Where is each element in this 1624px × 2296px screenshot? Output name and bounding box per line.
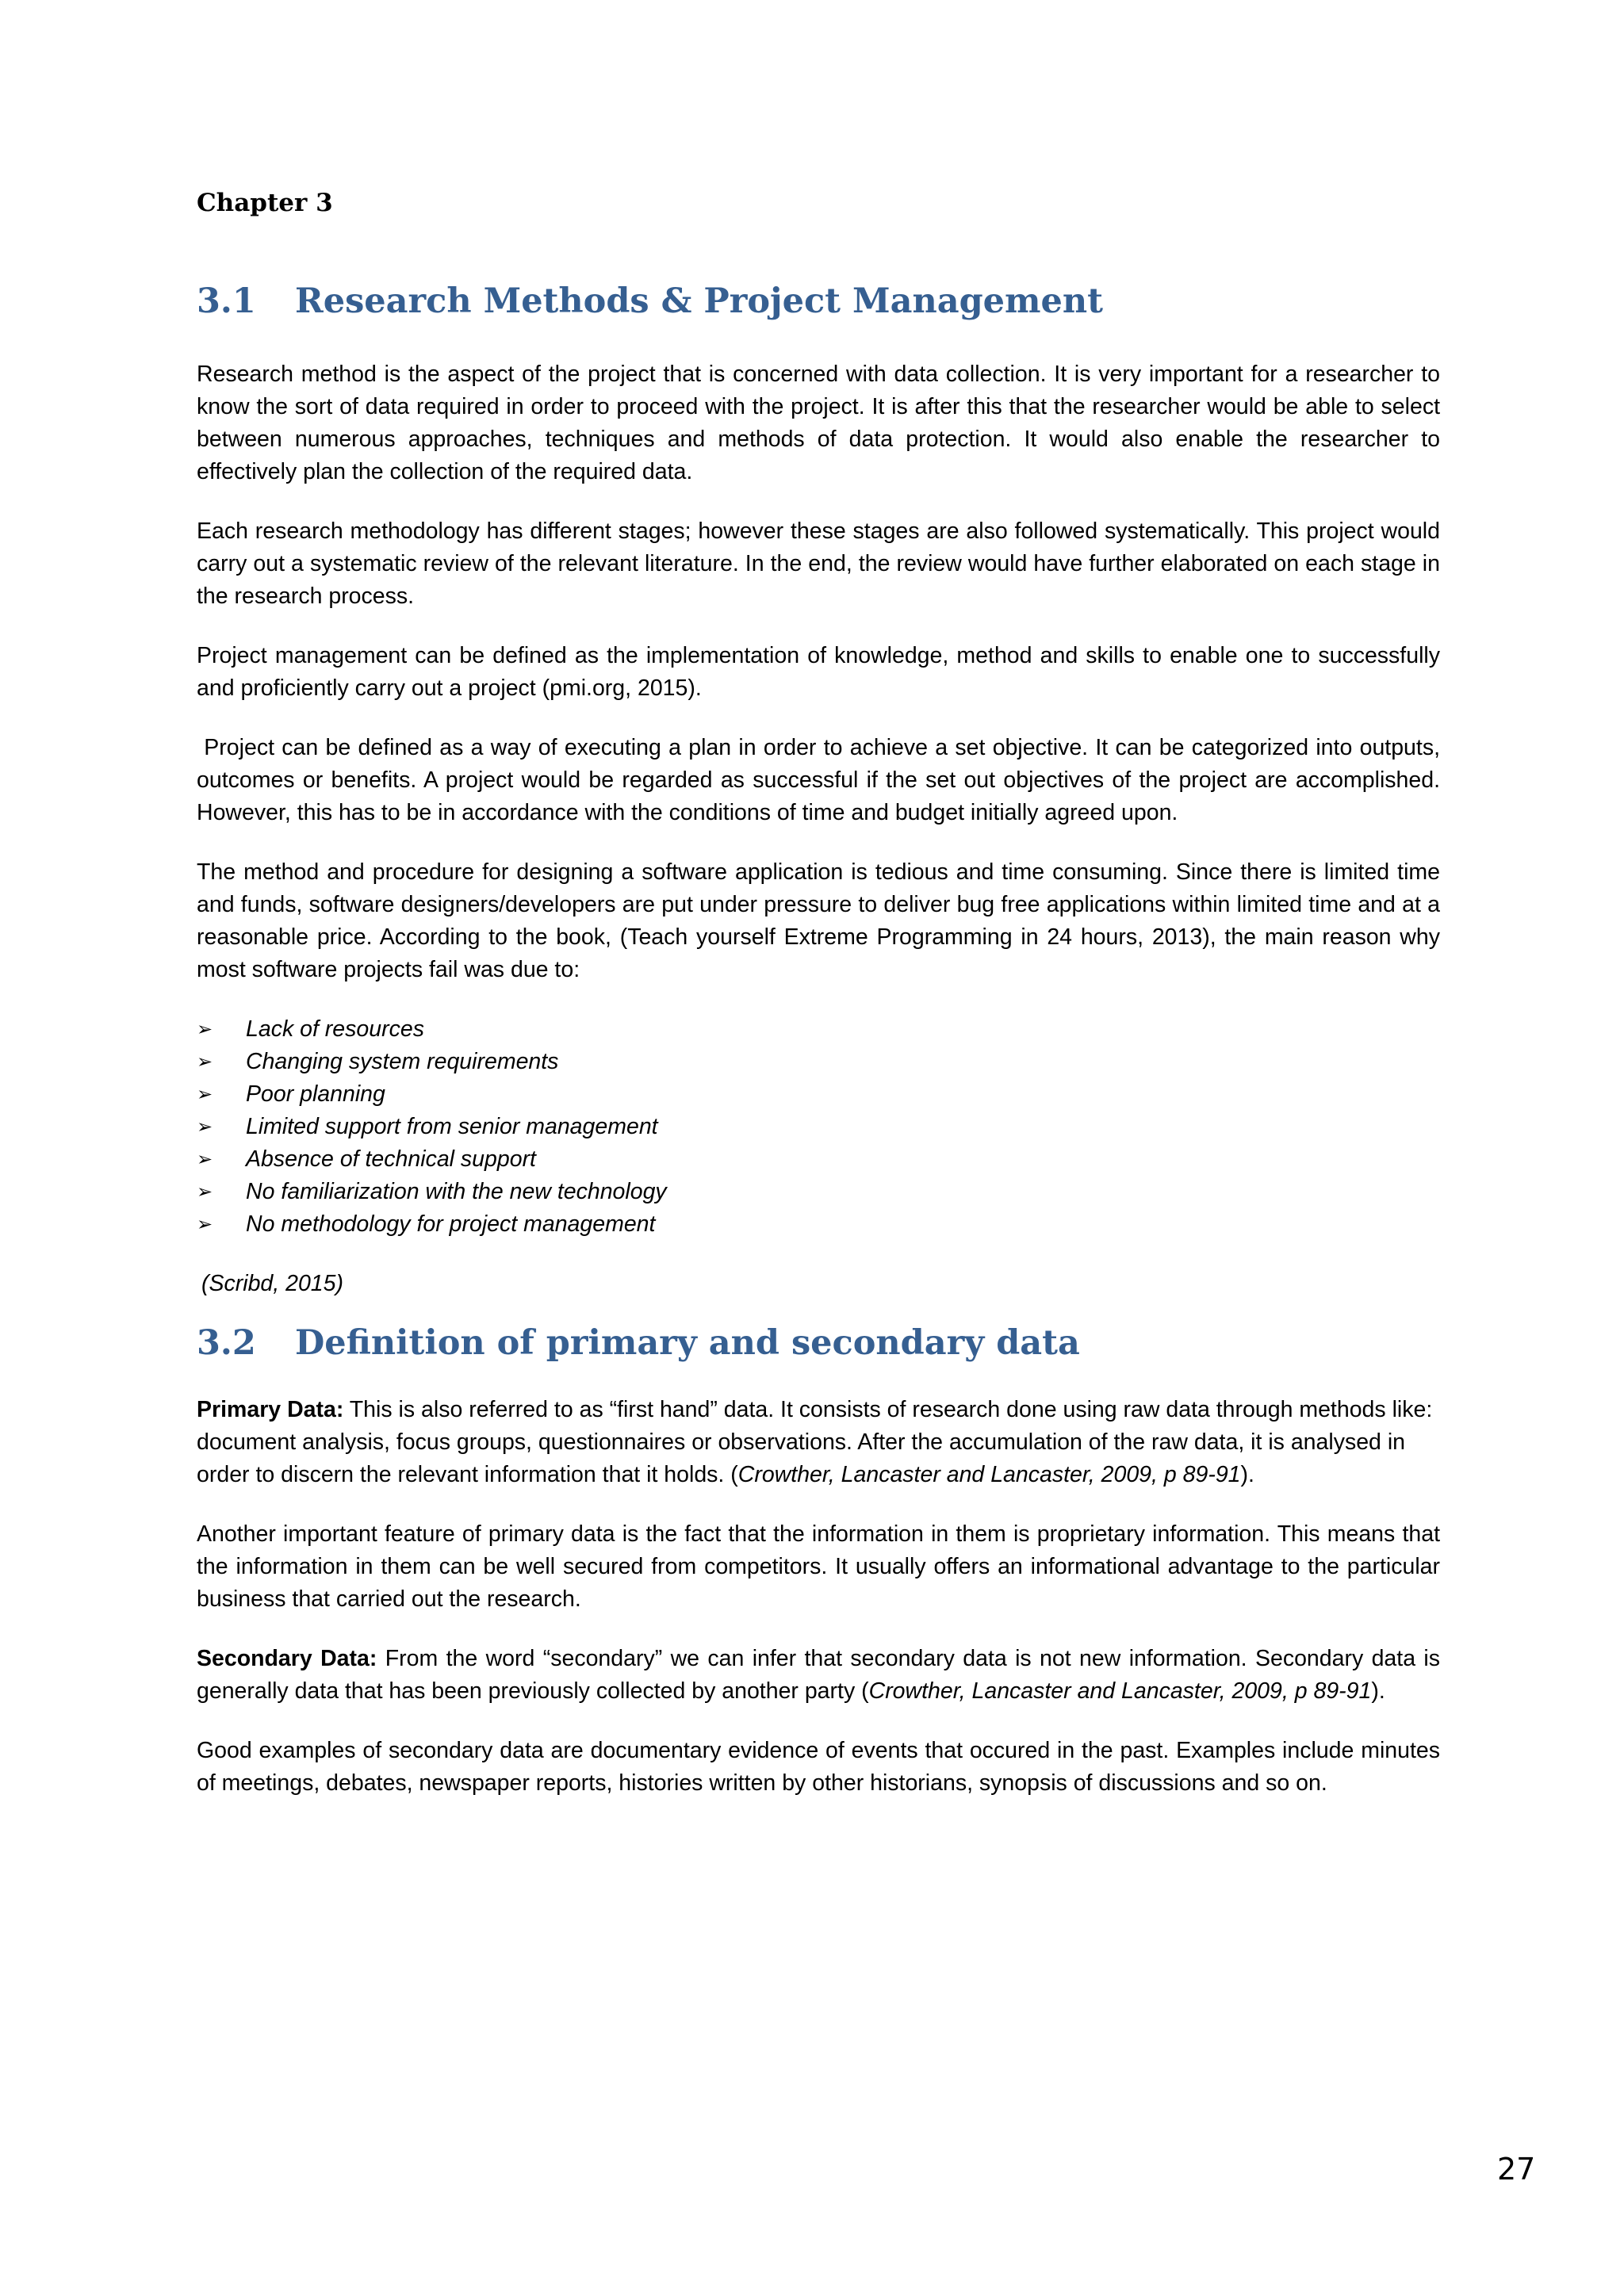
arrow-bullet-icon: ➢ <box>197 1019 213 1040</box>
section-heading-3-1 <box>197 279 1440 323</box>
term-secondary-data: Secondary Data: <box>197 1646 377 1671</box>
section-heading-3-2 <box>197 1321 1440 1365</box>
section-title: Research Methods & Project Management <box>295 281 1103 321</box>
arrow-bullet-icon: ➢ <box>197 1084 213 1105</box>
arrow-bullet-icon: ➢ <box>197 1181 213 1203</box>
list-item: ➢ Lack of resources <box>197 1013 1440 1046</box>
failure-reasons-list <box>197 1013 1440 1241</box>
paragraph-software-design: The method and procedure for designing a software application is tedious and time consuming. Since there is limited time and funds, software designers/developers are put under pressure to deliver bug free applications within limited time and at a reasonable price. According to the book, (Teach yourself Extreme Programming in 24 hours, 2013), the main reason why most software projects fail was due to: <box>197 859 1440 982</box>
list-item: ➢ Absence of technical support <box>197 1143 1440 1176</box>
paragraph-primary-data: Primary Data: This is also referred to as “first hand” data. It consists of research done using raw data through methods like: document analysis, focus groups, questionnaires or observations. After the accumulation of the raw data, it is analysed in order to discern the relevant information that it holds. (Crowther, Lancaster and Lancaster, 2009, p 89-91). <box>197 1397 1433 1487</box>
section-number: 3.2 <box>197 1323 256 1363</box>
paragraph-research-method: Research method is the aspect of the project that is concerned with data collection. It is very important for a researcher to know the sort of data required in order to proceed with the project. It is after this that the researcher would be able to select between numerous approaches, techniques and methods of data protection. It would also enable the researcher to effectively plan the collection of the required data. <box>197 362 1440 484</box>
paragraph-primary-feature: Another important feature of primary data is the fact that the information in them is proprietary information. This means that the information in them can be well secured from competitors. It usually offers an informational advantage to the particular business that carried out the research. <box>197 1521 1440 1612</box>
citation-scribd: (Scribd, 2015) <box>201 1271 344 1296</box>
term-primary-data: Primary Data: <box>197 1397 344 1422</box>
paragraph-text: Project can be defined as a way of executing a plan in order to achieve a set objective. It can be categorized into outputs, outcomes or benefits. A project would be regarded as successful if the set out objectives of the project are accomplished. However, this has to be in accordance with the conditions of time and budget initially agreed upon. <box>197 735 1440 825</box>
paragraph-project-definition <box>197 732 1440 829</box>
page-content <box>197 187 1440 1827</box>
reference: Crowther, Lancaster and Lancaster, 2009, p 89-91 <box>737 1462 1241 1487</box>
section-title: Definition of primary and secondary data <box>295 1323 1080 1363</box>
arrow-bullet-icon: ➢ <box>197 1149 213 1170</box>
arrow-bullet-icon: ➢ <box>197 1051 213 1073</box>
page-number: 27 <box>1497 2152 1536 2187</box>
list-item: ➢ Limited support from senior management <box>197 1111 1440 1143</box>
section-number: 3.1 <box>197 281 256 321</box>
list-item: ➢ No methodology for project management <box>197 1208 1440 1241</box>
list-item: ➢ No familiarization with the new technology <box>197 1176 1440 1208</box>
list-item: ➢ Changing system requirements <box>197 1046 1440 1078</box>
reference: Crowther, Lancaster and Lancaster, 2009, p 89-91 <box>868 1678 1372 1704</box>
chapter-label: Chapter 3 <box>197 189 333 217</box>
paragraph-project-management: Project management can be defined as the implementation of knowledge, method and skills to enable one to successfully and proficiently carry out a project (pmi.org, 2015). <box>197 643 1440 701</box>
paragraph-secondary-data: Secondary Data: From the word “secondary” we can infer that secondary data is not new information. Secondary data is generally data that has been previously collected by another party (Crowther, Lancaster and Lancaster, 2009, p 89-91). <box>197 1646 1440 1704</box>
arrow-bullet-icon: ➢ <box>197 1214 213 1235</box>
paragraph-methodology-stages: Each research methodology has different stages; however these stages are also followed systematically. This project would carry out a systematic review of the relevant literature. In the end, the review would have further elaborated on each stage in the research process. <box>197 519 1440 609</box>
list-item: ➢ Poor planning <box>197 1078 1440 1111</box>
paragraph-secondary-examples: Good examples of secondary data are documentary evidence of events that occured in the past. Examples include minutes of meetings, debates, newspaper reports, histories written by other historians, synopsis of discussions and so on. <box>197 1738 1440 1796</box>
arrow-bullet-icon: ➢ <box>197 1116 213 1138</box>
